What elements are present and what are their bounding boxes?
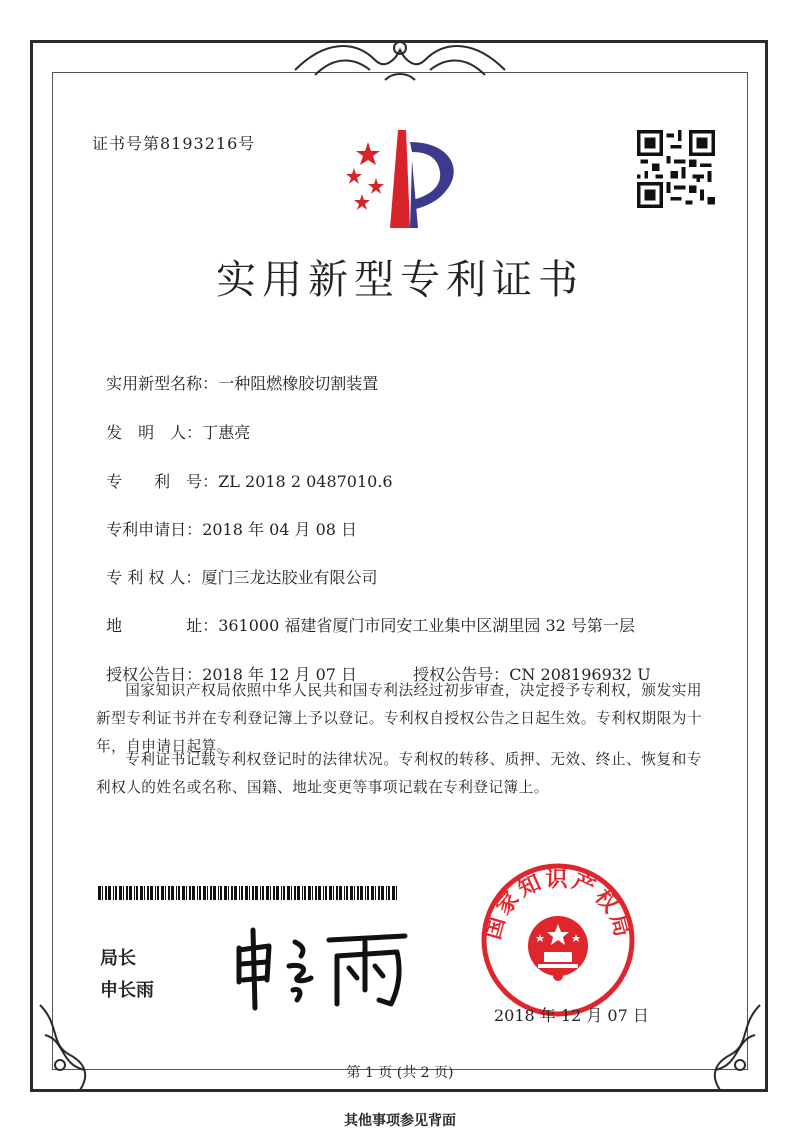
certificate-title: 实用新型专利证书 bbox=[216, 257, 584, 303]
barcode-bar bbox=[252, 886, 254, 900]
field-label: 专利申请日： bbox=[106, 520, 203, 539]
barcode-bar bbox=[260, 886, 261, 900]
official-seal-icon bbox=[478, 860, 638, 1020]
field-label: 授权公告号： bbox=[413, 665, 510, 684]
barcode-bar bbox=[224, 886, 227, 900]
field-value: 厦门三龙达胶业有限公司 bbox=[201, 568, 378, 587]
barcode-bar bbox=[302, 886, 303, 900]
barcode-bar bbox=[108, 886, 111, 900]
field-value: ZL 2018 2 0487010.6 bbox=[218, 472, 393, 491]
barcode-bar bbox=[113, 886, 114, 900]
barcode-bar bbox=[270, 886, 271, 900]
footer-note: 其他事项参见背面 bbox=[344, 1113, 456, 1129]
barcode-bar bbox=[105, 886, 107, 900]
barcode-bar bbox=[325, 886, 327, 900]
barcode-bar bbox=[171, 886, 174, 900]
barcode-bar bbox=[199, 886, 201, 900]
barcode-bar bbox=[210, 886, 212, 900]
barcode-bar bbox=[365, 886, 366, 900]
seal-date: 2018 年 12 月 07 日 bbox=[494, 1006, 649, 1025]
field-label: 专 利 号： bbox=[106, 472, 219, 491]
field-value: 2018 年 04 月 08 日 bbox=[202, 520, 358, 539]
barcode-bar bbox=[136, 886, 138, 900]
field-value: 361000 福建省厦门市同安工业集中区湖里园 32 号第一层 bbox=[218, 616, 635, 635]
barcode-bar bbox=[234, 886, 237, 900]
barcode-bar bbox=[336, 886, 338, 900]
barcode-bar bbox=[329, 886, 332, 900]
barcode-bar bbox=[388, 886, 390, 900]
barcode-bar bbox=[144, 886, 145, 900]
barcode-bar bbox=[283, 886, 285, 900]
barcode-bar bbox=[360, 886, 363, 900]
barcode-bar bbox=[333, 886, 334, 900]
barcode-bar bbox=[123, 886, 124, 900]
barcode-bar bbox=[220, 886, 222, 900]
barcode-bar bbox=[371, 886, 374, 900]
barcode-bar bbox=[291, 886, 292, 900]
barcode-bar bbox=[273, 886, 275, 900]
field-label: 授权公告日： bbox=[106, 665, 203, 684]
field-utility-model-name bbox=[96, 352, 378, 394]
barcode-bar bbox=[294, 886, 296, 900]
barcode-bar bbox=[218, 886, 219, 900]
barcode-bar bbox=[150, 886, 153, 900]
certificate-number: 证书号第8193216号 bbox=[92, 134, 256, 153]
barcode-bar bbox=[312, 886, 313, 900]
barcode-bar bbox=[178, 886, 180, 900]
barcode-bar bbox=[102, 886, 103, 900]
barcode-bar bbox=[231, 886, 233, 900]
barcode-bar bbox=[276, 886, 279, 900]
page-number: 第 1 页 (共 2 页) bbox=[346, 1065, 454, 1081]
top-ornament-icon bbox=[285, 30, 515, 90]
handwritten-signature bbox=[225, 920, 415, 1015]
qr-code-icon bbox=[637, 130, 715, 208]
barcode-bar bbox=[266, 886, 269, 900]
barcode-bar bbox=[241, 886, 243, 900]
barcode-bar bbox=[323, 886, 324, 900]
barcode-bar bbox=[213, 886, 216, 900]
signatory-name: 申长雨 bbox=[100, 980, 154, 1001]
barcode-bar bbox=[239, 886, 240, 900]
field-inventor bbox=[96, 401, 250, 443]
field-patentee bbox=[96, 546, 377, 588]
barcode-bar bbox=[249, 886, 250, 900]
cnipa-logo-icon bbox=[340, 120, 470, 240]
barcode-bar bbox=[375, 886, 376, 900]
barcode-bar bbox=[140, 886, 143, 900]
legal-paragraph-2: 专利证书记载专利权登记时的法律状况。专利权的转移、质押、无效、终止、恢复和专利权人的姓名或名称、国籍、地址变更等事项记载在专利登记簿上。 bbox=[96, 751, 702, 796]
barcode-bar bbox=[308, 886, 311, 900]
barcode-bar bbox=[115, 886, 117, 900]
field-label: 实用新型名称： bbox=[106, 374, 219, 393]
barcode-bar bbox=[346, 886, 348, 900]
seal-text: 国家知识产权局 bbox=[480, 867, 636, 943]
field-patent-number bbox=[96, 450, 393, 492]
field-value: 2018 年 12 月 07 日 bbox=[202, 665, 358, 684]
barcode-bar bbox=[304, 886, 306, 900]
field-address bbox=[96, 594, 635, 636]
barcode-bar bbox=[315, 886, 317, 900]
field-value: 丁惠亮 bbox=[202, 423, 251, 442]
barcode-bar bbox=[192, 886, 195, 900]
barcode-bar bbox=[378, 886, 380, 900]
barcode-bar bbox=[155, 886, 156, 900]
barcode-bar bbox=[134, 886, 135, 900]
barcode-bar bbox=[287, 886, 290, 900]
barcode-bar bbox=[367, 886, 369, 900]
barcode-bar bbox=[350, 886, 353, 900]
barcode-bar bbox=[147, 886, 149, 900]
barcode-bar bbox=[197, 886, 198, 900]
barcode-bar bbox=[255, 886, 258, 900]
field-label: 专 利 权 人： bbox=[106, 568, 202, 587]
barcode-bar bbox=[176, 886, 177, 900]
barcode-bar bbox=[297, 886, 300, 900]
barcode-bar bbox=[245, 886, 248, 900]
barcode-bar bbox=[344, 886, 345, 900]
barcode-bar bbox=[357, 886, 359, 900]
field-label: 发 明 人： bbox=[106, 423, 203, 442]
barcode-bar bbox=[381, 886, 384, 900]
barcode-icon bbox=[98, 886, 398, 900]
legal-paragraph-1: 国家知识产权局依照中华人民共和国专利法经过初步审查，决定授予专利权，颁发实用新型专利证书并在专利登记簿上予以登记。专利权自授权公告之日起生效。专利权期限为十年，自申请日起算。 bbox=[96, 682, 702, 755]
barcode-bar bbox=[182, 886, 185, 900]
barcode-bar bbox=[168, 886, 170, 900]
barcode-bar bbox=[318, 886, 321, 900]
barcode-bar bbox=[165, 886, 166, 900]
barcode-bar bbox=[119, 886, 122, 900]
barcode-bar bbox=[354, 886, 355, 900]
barcode-bar bbox=[262, 886, 264, 900]
field-value: 一种阻燃橡胶切割装置 bbox=[218, 374, 379, 393]
barcode-bar bbox=[161, 886, 164, 900]
barcode-bar bbox=[281, 886, 282, 900]
field-value: CN 208196932 U bbox=[509, 665, 651, 684]
field-label: 地 址： bbox=[106, 616, 219, 635]
barcode-bar bbox=[203, 886, 206, 900]
signatory-title: 局长 bbox=[100, 948, 136, 969]
barcode-bar bbox=[129, 886, 132, 900]
barcode-bar bbox=[339, 886, 342, 900]
barcode-bar bbox=[189, 886, 191, 900]
barcode-bar bbox=[98, 886, 101, 900]
barcode-bar bbox=[126, 886, 128, 900]
barcode-bar bbox=[392, 886, 395, 900]
barcode-bar bbox=[157, 886, 159, 900]
barcode-bar bbox=[207, 886, 208, 900]
barcode-bar bbox=[396, 886, 397, 900]
barcode-bar bbox=[228, 886, 229, 900]
field-application-date bbox=[96, 498, 357, 540]
barcode-bar bbox=[386, 886, 387, 900]
barcode-bar bbox=[186, 886, 187, 900]
